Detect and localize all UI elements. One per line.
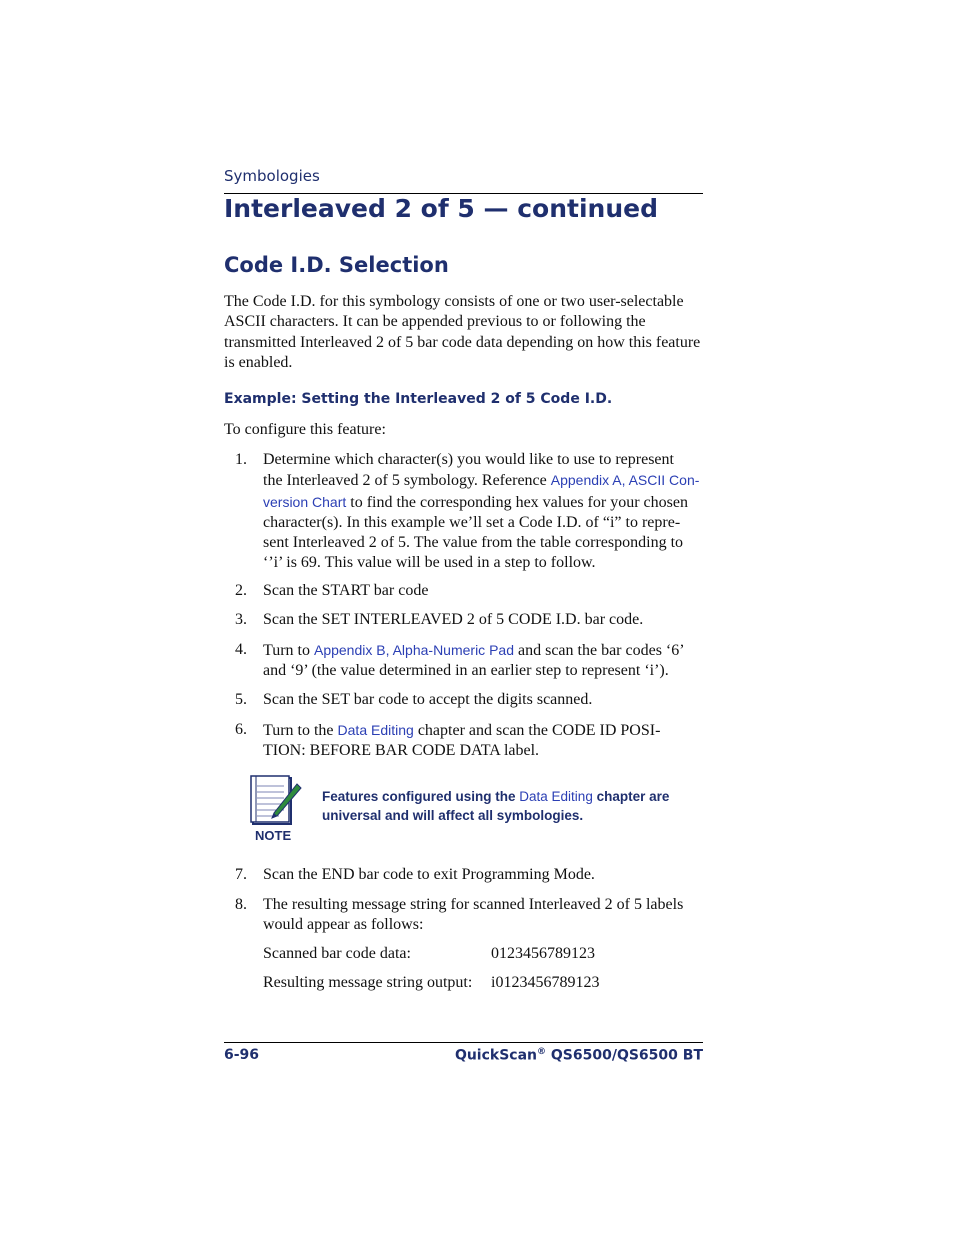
result-value: i0123456789123 (491, 974, 600, 991)
step-text: Scan the SET INTERLEAVED 2 of 5 CODE I.D. bar code. (263, 611, 644, 628)
step-text: Determine which character(s) you would like to use to represent the Interleaved 2 of 5 symbology. Reference Appendix A, ASCII Con- version Chart to find the corresponding hex values for your chosen character(s). In this example we’ll set a Code I.D. of “i” to repre- sent Interleaved 2 of 5. The value from the table corresponding to ‘’i’ is 69. This value will be used in a step to follow. (263, 451, 700, 572)
document-page (224, 0, 703, 1235)
step-text: Turn to Appendix B, Alpha-Numeric Pad and scan the bar codes ‘6’ and ‘9’ (the value determined in an earlier step to represent ‘i’). (263, 642, 685, 680)
page-title: Interleaved 2 of 5 — continued (224, 194, 658, 223)
configure-intro: To configure this feature: (224, 421, 386, 438)
result-label: Scanned bar code data: (263, 945, 411, 962)
note-label: NOTE (255, 828, 292, 843)
intro-paragraph: The Code I.D. for this symbology consists of one or two user-selectable ASCII characters. It can be appended previous to or following the transmitted Interleaved 2 of 5 bar code data depending on how this feature is enabled. (224, 293, 701, 371)
step-number: 6. (235, 721, 247, 738)
result-label: Resulting message string output: (263, 974, 473, 991)
page-number: 6-96 (224, 1047, 260, 1063)
appendix-b-link[interactable]: Appendix B, Alpha-Numeric Pad (313, 642, 514, 658)
section-title: Code I.D. Selection (224, 253, 449, 277)
step-number: 4. (235, 641, 247, 658)
step-text: Scan the START bar code (263, 582, 429, 599)
step-text: Scan the END bar code to exit Programming Mode. (263, 866, 595, 883)
example-heading: Example: Setting the Interleaved 2 of 5 Code I.D. (224, 391, 613, 407)
step-number: 3. (235, 611, 247, 628)
note-data-editing-link[interactable]: Data Editing (519, 789, 593, 804)
section-header: Symbologies (224, 167, 320, 185)
step-number: 5. (235, 691, 247, 708)
appendix-a-link-cont[interactable]: version Chart (263, 493, 347, 510)
step-number: 8. (235, 896, 247, 913)
step-text: Scan the SET bar code to accept the digits scanned. (263, 691, 593, 708)
note-text: Features configured using the Data Editing chapter are universal and will affect all symbologies. (322, 789, 670, 823)
result-row-scanned (263, 945, 703, 963)
step-number: 1. (235, 451, 247, 468)
footer-rule (224, 1042, 703, 1043)
product-name: QuickScan® QS6500/QS6500 BT (454, 1047, 703, 1064)
step-number: 2. (235, 582, 247, 599)
step-text: Turn to the Data Editing chapter and scan the CODE ID POSI- TION: BEFORE BAR CODE DATA label. (263, 722, 661, 760)
result-value: 0123456789123 (491, 945, 595, 962)
step-number: 7. (235, 866, 247, 883)
data-editing-link[interactable]: Data Editing (337, 722, 414, 738)
step-text: The resulting message string for scanned Interleaved 2 of 5 labels would appear as follows: (263, 896, 684, 934)
appendix-a-link[interactable]: Appendix A, ASCII Con- (550, 472, 700, 489)
result-row-output (263, 974, 703, 992)
